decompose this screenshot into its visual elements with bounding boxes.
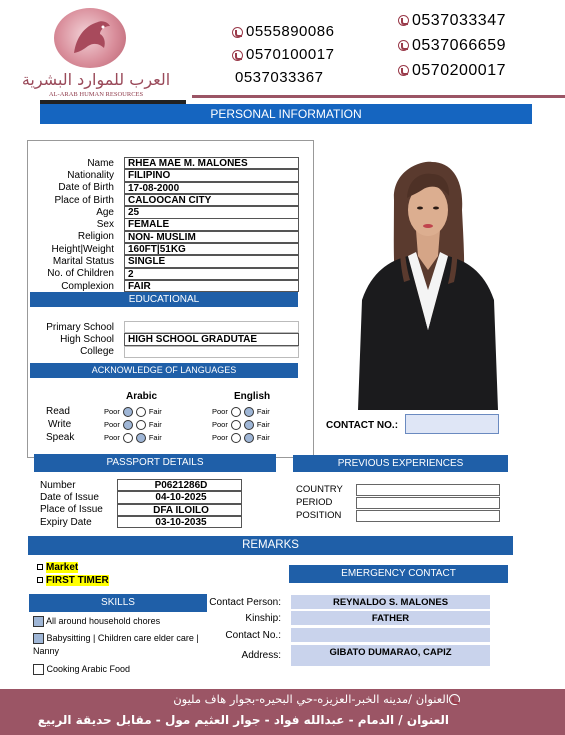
remark-text: FIRST TIMER: [46, 575, 109, 586]
emergency-row: [196, 627, 490, 644]
language-english-heading: English: [234, 391, 271, 402]
phone-icon: [232, 27, 243, 38]
emergency-table: [196, 594, 490, 668]
info-label: Complexion: [61, 280, 114, 292]
info-row: [30, 255, 299, 267]
phone-number: 0570200017: [412, 62, 506, 79]
passport-value: 04-10-2025: [117, 491, 242, 504]
phone-number: 0555890086: [246, 23, 335, 40]
skills-title: SKILLS: [101, 597, 135, 608]
experience-row: [296, 509, 500, 522]
passport-value: P0621286D: [117, 479, 242, 492]
info-label: Primary School: [46, 321, 114, 333]
poor-label: Poor: [104, 407, 120, 416]
poor-label: Poor: [212, 433, 228, 442]
footer: [0, 689, 565, 735]
skill-item: [33, 616, 203, 627]
personal-info-table: [30, 157, 299, 292]
phone-icon: [232, 50, 243, 61]
poor-label: Poor: [104, 433, 120, 442]
phone-number: 0537066659: [412, 37, 506, 54]
logo-emblem: [54, 8, 126, 68]
passport-row: [40, 491, 242, 503]
info-row: [30, 231, 299, 243]
info-row: [30, 346, 299, 358]
experience-header: [293, 455, 508, 472]
bullet-square-icon: [37, 564, 43, 570]
rating-radio-poor[interactable]: [231, 420, 241, 430]
location-icon: [449, 694, 460, 705]
language-skill-label: Read: [46, 406, 70, 417]
emergency-row: [196, 611, 490, 628]
info-value: RHEA MAE M. MALONES: [124, 157, 299, 170]
passport-table: [40, 479, 242, 528]
language-rating-group: [212, 407, 292, 417]
emergency-row: [196, 594, 490, 611]
language-rating-group: [104, 433, 212, 443]
info-row: [30, 268, 299, 280]
experience-value: [356, 484, 500, 496]
passport-value: 03-10-2035: [117, 516, 242, 529]
poor-label: Poor: [104, 420, 120, 429]
languages-title: ACKNOWLEDGE OF LANGUAGES: [91, 365, 237, 375]
languages-header: [30, 363, 298, 378]
fair-label: Fair: [148, 407, 162, 416]
passport-title: PASSPORT DETAILS: [106, 457, 204, 468]
header-divider: [192, 95, 565, 98]
info-value: [124, 346, 299, 359]
skills-header: [29, 594, 207, 612]
language-skill-label: Speak: [46, 432, 75, 443]
info-value: [124, 321, 299, 334]
emergency-value: GIBATO DUMARAO, CAPIZ: [291, 645, 490, 667]
info-value: HIGH SCHOOL GRADUTAE: [124, 333, 299, 346]
info-row: [30, 169, 299, 181]
logo-arabic-name: العرب للموارد البشرية: [21, 70, 171, 89]
emergency-row: [196, 644, 490, 668]
experience-label: COUNTRY: [296, 484, 343, 495]
phone-row: [398, 62, 506, 87]
info-value: FEMALE: [124, 218, 299, 231]
skill-text: Babysitting | Children care elder care | Nanny: [33, 633, 199, 657]
emergency-value: [291, 628, 490, 643]
language-row: [46, 431, 292, 444]
info-label: Date of Birth: [58, 182, 114, 194]
rating-radio-fair[interactable]: [244, 407, 254, 417]
info-label: College: [80, 346, 114, 358]
phone-row: [398, 12, 506, 37]
bullet-square-icon: [37, 577, 43, 583]
rating-radio-fair[interactable]: [244, 420, 254, 430]
person-photo-icon: [352, 160, 504, 410]
info-value: FILIPINO: [124, 169, 299, 182]
logo: [6, 6, 186, 101]
info-label: Name: [87, 157, 114, 169]
info-label: Religion: [77, 231, 114, 243]
experience-table: [296, 483, 500, 522]
skill-text: All around household chores: [46, 616, 161, 626]
footer-address-2: العنوان / الدمام - عبدالله فواد - جوار العثيم مول - مقابل حديقة الربيع: [37, 713, 449, 727]
phone-row: [232, 69, 334, 92]
passport-row: [40, 504, 242, 516]
info-row: [30, 182, 299, 194]
info-row: [30, 321, 299, 333]
emergency-label: Address:: [241, 650, 281, 661]
remark-item: [37, 562, 109, 575]
phone-number: 0570100017: [246, 46, 335, 63]
language-rating-group: [212, 433, 292, 443]
horse-head-icon: [54, 8, 126, 68]
emergency-label: Contact No.:: [225, 629, 281, 641]
fair-label: Fair: [148, 420, 162, 429]
experience-row: [296, 496, 500, 509]
rating-radio-poor[interactable]: [123, 420, 133, 430]
rating-radio-fair[interactable]: [244, 433, 254, 443]
info-value: NON- MUSLIM: [124, 231, 299, 244]
phone-icon: [398, 40, 409, 51]
language-rating-group: [104, 420, 212, 430]
fair-label: Fair: [148, 433, 162, 442]
info-label: Height|Weight: [51, 243, 114, 255]
info-value: FAIR: [124, 280, 299, 293]
experience-row: [296, 483, 500, 496]
rating-radio-fair[interactable]: [136, 433, 146, 443]
info-row: [30, 194, 299, 206]
skill-text: Cooking Arabic Food: [46, 664, 131, 675]
passport-label: Date of Issue: [40, 491, 99, 503]
phone-number: 0537033347: [412, 12, 506, 29]
info-label: Age: [96, 206, 114, 218]
remarks-title: REMARKS: [242, 539, 299, 551]
info-value: 160FT|51KG: [124, 243, 299, 256]
skill-checkbox[interactable]: [33, 616, 44, 627]
skill-checkbox[interactable]: [33, 664, 44, 675]
fair-label: Fair: [256, 433, 270, 442]
experience-value: [356, 497, 500, 509]
info-row: [30, 333, 299, 345]
info-label: High School: [60, 333, 114, 345]
phones-left: [232, 23, 334, 92]
poor-label: Poor: [212, 407, 228, 416]
phone-number: 0537033367: [235, 69, 324, 86]
phone-icon: [398, 65, 409, 76]
remarks-header: [28, 536, 513, 555]
emergency-label: Kinship:: [245, 613, 281, 625]
phone-icon: [398, 15, 409, 26]
info-label: Nationality: [67, 169, 114, 181]
phones-right: [398, 12, 506, 87]
passport-label: Number: [40, 479, 76, 491]
skill-item: [33, 664, 203, 675]
info-row: [30, 243, 299, 255]
emergency-header: [289, 565, 508, 583]
passport-row: [40, 516, 242, 528]
language-grid: [46, 405, 292, 444]
info-value: 25: [124, 206, 299, 219]
remark-text: Market: [46, 562, 79, 573]
emergency-label: Contact Person:: [209, 596, 281, 608]
educational-header: [30, 292, 298, 307]
contact-no-field[interactable]: [405, 414, 499, 434]
info-row: [30, 157, 299, 169]
emergency-value: FATHER: [291, 611, 490, 626]
language-arabic-heading: Arabic: [126, 391, 158, 402]
language-rating-group: [212, 420, 292, 430]
educational-table: [30, 321, 299, 358]
info-row: [30, 280, 299, 292]
passport-header: [34, 454, 276, 472]
footer-address-1-text: العنوان /مدينه الخبر-العزيزه-حي البحيره-بجوار هاف مليون: [173, 692, 449, 706]
info-label: No. of Children: [47, 268, 114, 280]
rating-radio-fair[interactable]: [136, 420, 146, 430]
info-value: 2: [124, 268, 299, 281]
passport-label: Expiry Date: [40, 516, 92, 528]
remarks-list: [37, 562, 109, 588]
language-skill-label: Write: [48, 419, 72, 430]
candidate-photo: [352, 160, 504, 410]
experience-label: POSITION: [296, 510, 342, 521]
info-value: CALOOCAN CITY: [124, 194, 299, 207]
info-label: Sex: [96, 219, 114, 231]
experience-value: [356, 510, 500, 522]
skill-checkbox[interactable]: [33, 633, 44, 644]
rating-radio-poor[interactable]: [231, 433, 241, 443]
educational-title: EDUCATIONAL: [128, 294, 200, 305]
info-value: 17-08-2000: [124, 182, 299, 195]
fair-label: Fair: [256, 420, 270, 429]
language-row: [46, 418, 292, 431]
info-row: [30, 206, 299, 218]
rating-radio-poor[interactable]: [231, 407, 241, 417]
experience-title: PREVIOUS EXPERIENCES: [337, 458, 464, 469]
passport-row: [40, 479, 242, 491]
phone-row: [398, 37, 506, 62]
info-label: Marital Status: [52, 256, 114, 268]
emergency-title: EMERGENCY CONTACT: [341, 568, 456, 579]
fair-label: Fair: [256, 407, 270, 416]
info-value: SINGLE: [124, 255, 299, 268]
footer-address-1: [173, 692, 463, 706]
rating-radio-poor[interactable]: [123, 407, 133, 417]
language-rating-group: [104, 407, 212, 417]
phone-row: [232, 46, 334, 69]
contact-no-label: CONTACT NO.:: [326, 420, 399, 431]
poor-label: Poor: [212, 420, 228, 429]
page-title: [40, 104, 532, 124]
skills-list: [33, 616, 203, 675]
info-row: [30, 218, 299, 230]
info-label: Place of Birth: [54, 194, 114, 206]
passport-label: Place of Issue: [40, 504, 103, 516]
phone-row: [232, 23, 334, 46]
emergency-value: REYNALDO S. MALONES: [291, 595, 490, 610]
experience-label: PERIOD: [296, 497, 333, 508]
remark-item: [37, 575, 109, 588]
rating-radio-poor[interactable]: [123, 433, 133, 443]
page-title-text: PERSONAL INFORMATION: [210, 107, 362, 121]
skill-item: [33, 632, 203, 658]
logo-english-name: AL-ARAB HUMAN RESOURCES: [48, 91, 144, 98]
language-row: [46, 405, 292, 418]
rating-radio-fair[interactable]: [136, 407, 146, 417]
passport-value: DFA ILOILO: [117, 504, 242, 517]
